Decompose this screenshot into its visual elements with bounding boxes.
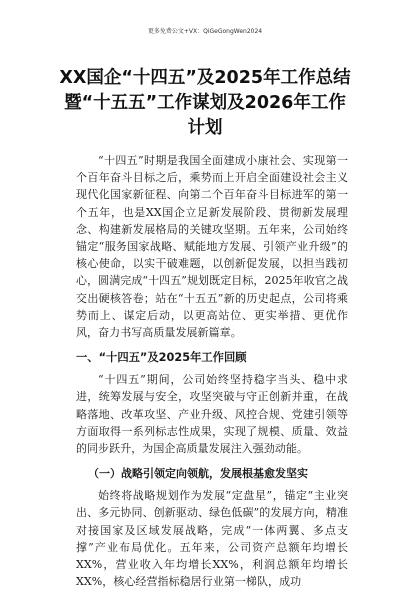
section-paragraph: “十四五”期间，公司始终坚持稳字当头、稳中求进，统筹发展与安全，攻坚突破与守正创新并重，在战略落地、改革攻坚、产业升级、风控合规、党建引领等方面取得一系列标志性成果，实现了规模、质量、效益的同步跃升，为国企高质量发展注入强劲动能。 [76, 373, 348, 456]
page-header: 更多免费公文+VX：QiGeGongWen2024 [147, 28, 263, 35]
document-title [44, 66, 366, 141]
intro-paragraph: “十四五”时期是我国全面建成小康社会、实现第一个百年奋斗目标之后，乘势而上开启全面建设社会主义现代化国家新征程、向第二个百年奋斗目标进军的第一个五年，也是XX国企立足新发展阶段、贯彻新发展理念、构建新发展格局的关键攻坚期。五年来，公司始终锚定“服务国家战略、赋能地方发展、引领产业升级”的核心使命，以实干破难题，以创新促发展，以担当践初心，圆满完成“十四五”规划既定目标，2025年收官之战交出硬核答卷；站在“十五五”新的历史起点，公司将乘势而上、谋定后动，以更高站位、更实举措、更优作风，奋力书写高质量发展新篇章。 [76, 154, 348, 340]
title-line-3: 计划 [187, 118, 223, 138]
subsection-paragraph: 始终将战略规划作为发展“定盘星”，锚定“主业突出、多元协同、创新驱动、绿色低碳”的发展方向，精准对接国家及区域发展战略，完成“一体两翼、多点支撑”产业布局优化。五年来，公司资产总额年均增长XX%，营业收入年均增长XX%，利润总额年均增长XX%，核心经营指标稳居行业第一梯队，成功 [76, 489, 348, 589]
section-heading: 一、“十四五”及2025年工作回顾 [76, 351, 247, 365]
title-line-1: XX国企“十四五”及2025年工作总结 [59, 68, 351, 88]
document-body [76, 152, 348, 596]
title-line-2: 暨“十五五”工作谋划及2026年工作 [64, 93, 346, 113]
subsection-heading: （一）战略引领定向领航，发展根基愈发坚实 [88, 467, 308, 481]
